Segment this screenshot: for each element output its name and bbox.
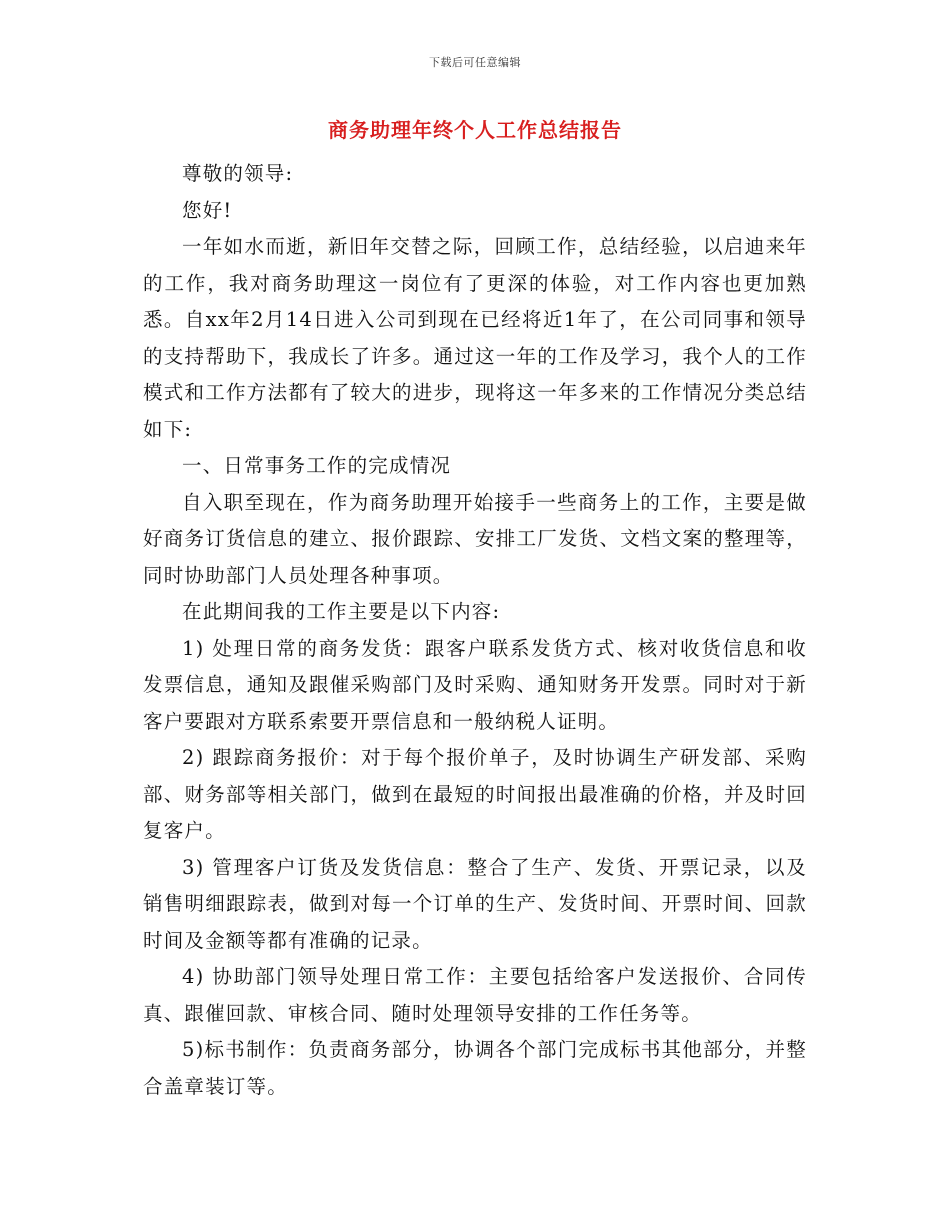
paragraph-salutation: 尊敬的领导: — [182, 162, 294, 185]
paragraph-role: 自入职至现在，作为商务助理开始接手一些商务上的工作，主要是做好商务订货信息的建立、报价跟踪、安排工厂发货、文档文案的整理等，同时协助部门人员处理各种事项。 — [143, 490, 807, 587]
document-title: 商务助理年终个人工作总结报告 — [328, 118, 622, 142]
paragraph-list-intro: 在此期间我的工作主要是以下内容: — [182, 600, 501, 623]
list-item-4: 4) 协助部门领导处理日常工作：主要包括给客户发送报价、合同传真、跟催回款、审核合同、随时处理领导安排的工作任务等。 — [143, 965, 807, 1025]
list-item-3: 3) 管理客户订货及发货信息：整合了生产、发货、开票记录，以及销售明细跟踪表，做到对每一个订单的生产、发货时间、开票时间、回款时间及金额等都有准确的记录。 — [143, 855, 807, 952]
paragraph-intro: 一年如水而逝，新旧年交替之际，回顾工作，总结经验，以启迪来年的工作，我对商务助理这一岗位有了更深的体验，对工作内容也更加熟悉。自xx年2月14日进入公司到现在已经将近1年了，在公司同事和领导的支持帮助下，我成长了许多。通过这一年的工作及学习，我个人的工作模式和工作方法都有了较大的进步，现将这一年多来的工作情况分类总结如下: — [143, 235, 807, 441]
paragraph-greeting: 您好! — [182, 198, 233, 222]
list-item-2: 2) 跟踪商务报价：对于每个报价单子，及时协调生产研发部、采购部、财务部等相关部门，做到在最短的时间报出最准确的价格，并及时回复客户。 — [143, 746, 807, 842]
list-item-5: 5)标书制作：负责商务部分，协调各个部门完成标书其他部分，并整合盖章装订等。 — [143, 1038, 807, 1098]
header-note: 下载后可任意编辑 — [429, 56, 521, 69]
document-body — [143, 156, 807, 1105]
section-heading-1: 一、日常事务工作的完成情况 — [182, 454, 452, 477]
list-item-1: 1) 处理日常的商务发货：跟客户联系发货方式、核对收货信息和收发票信息，通知及跟催采购部门及时采购、通知财务开发票。同时对于新客户要跟对方联系索要开票信息和一般纳税人证明。 — [143, 636, 807, 733]
